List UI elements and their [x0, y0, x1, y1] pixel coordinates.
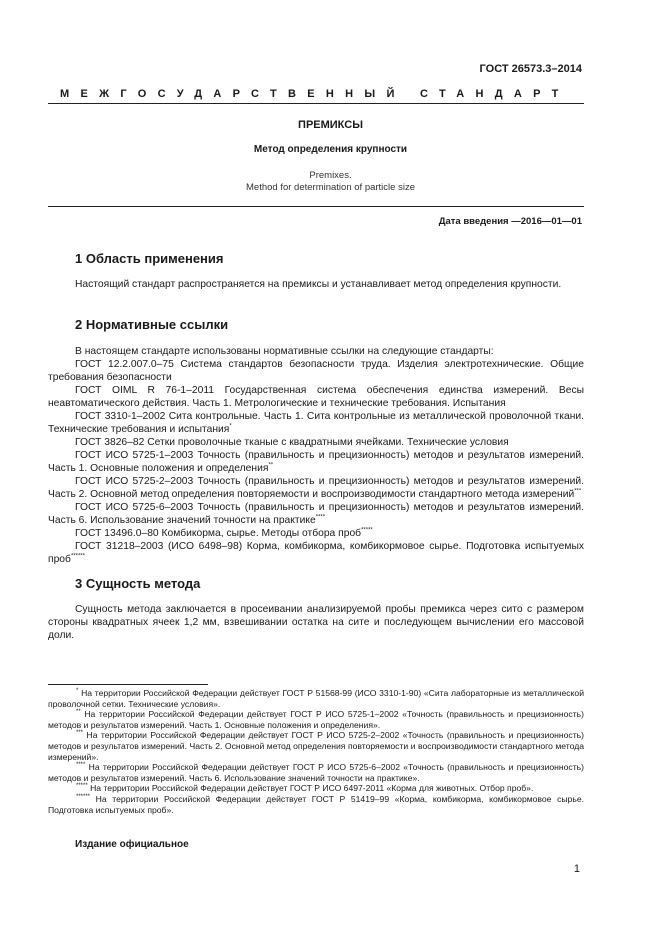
edition-label: Издание официальное [75, 839, 189, 850]
paragraph: Настоящий стандарт распространяется на премиксы и устанавливает метод определения крупности. [75, 279, 562, 290]
footnote: ** На территории Российской Федерации действует ГОСТ Р ИСО 5725-1–2002 «Точность (правильность и прецизионность) методов и результатов измерений. Часть 1. Основные положения и определения». [48, 709, 584, 730]
reference-item: ГОСТ 3826–82 Сетки проволочные тканые с квадратными ячейками. Технические условия [75, 437, 509, 448]
page-number: 1 [573, 863, 580, 875]
reference-item: ГОСТ 12.2.007.0–75 Система стандартов безопасности труда. Изделия электротехнические. Общие требования безопасности [48, 359, 584, 383]
paragraph: Сущность метода заключается в просеивании анализируемой пробы премикса через сито с размером стороны квадратных ячеек 1,2 мм, взвешивании остатка на сите и последующем вычислении его массовой доли. [48, 604, 584, 641]
header-rule [48, 103, 584, 104]
reference-item: ГОСТ OIML R 76-1–2011 Государственная система обеспечения единства измерений. Весы неавтоматического действия. Часть 1. Метрологические и технические требования. Испытания [48, 385, 584, 409]
section-3-heading: 3 Сущность метода [75, 576, 201, 591]
reference-item: ГОСТ 3310-1–2002 Сита контрольные. Часть 1. Сита контрольные из металлической проволочной ткани. Технические требования и испытания* [48, 411, 584, 435]
footnote: * На территории Российской Федерации действует ГОСТ Р 51568-99 (ИСО 3310-1-90) «Сита лабораторные из металлической проволочной сетки. Технические условия». [48, 688, 584, 709]
section-3-text [48, 603, 584, 642]
reference-item: ГОСТ 31218–2003 (ИСО 6498–98) Корма, комбикорма, комбикормовое сырье. Подготовка испытуемых проб****** [48, 541, 584, 565]
standard-number: ГОСТ 26573.3–2014 [479, 63, 582, 75]
reference-item: ГОСТ ИСО 5725-6–2003 Точность (правильность и прецизионность) методов и результатов измерений. Часть 6. Использование значений точности на практике**** [48, 502, 584, 526]
footnote: **** На территории Российской Федерации действует ГОСТ Р ИСО 5725-6–2002 «Точность (правильность и прецизионность) методов и результатов измерений. Часть 6. Использование значений точности на практике». [48, 762, 584, 783]
footnote: ****** На территории Российской Федерации действует ГОСТ Р 51419–99 «Корма, комбикорма, комбикормовое сырье. Подготовка испытуемых проб». [48, 793, 584, 815]
document-subtitle: Метод определения крупности [253, 144, 408, 155]
reference-item: ГОСТ ИСО 5725-1–2003 Точность (правильность и прецизионность) методов и результатов измерений. Часть 1. Основные положения и определения** [48, 450, 584, 474]
english-title-line-2: Method for determination of particle size [246, 181, 415, 193]
introduction-date: Дата введения —2016—01—01 [438, 216, 582, 227]
section-1-text [48, 278, 584, 291]
reference-item: В настоящем стандарте использованы нормативные ссылки на следующие стандарты: [75, 346, 494, 357]
footnotes [48, 688, 584, 815]
section-2-heading: 2 Нормативные ссылки [75, 317, 229, 332]
reference-item: ГОСТ 13496.0–80 Комбикорма, сырье. Методы отбора проб***** [75, 527, 373, 539]
section-2-references [48, 345, 584, 566]
title-rule [48, 206, 584, 207]
section-1-heading: 1 Область применения [75, 251, 224, 266]
footnote: ***** На территории Российской Федерации действует ГОСТ Р ИСО 6497-2011 «Корма для животных. Отбор проб». [76, 783, 534, 794]
standard-banner: МЕЖГОСУДАРСТВЕННЫЙ СТАНДАРТ [60, 88, 570, 100]
footnote-rule [48, 684, 208, 685]
english-title-line-1: Premixes. [309, 170, 352, 181]
reference-item: ГОСТ ИСО 5725-2–2003 Точность (правильность и прецизионность) методов и результатов измерений. Часть 2. Основной метод определения повторяемости и воспроизводимости стандартного метода измерений*** [48, 476, 584, 500]
footnote: *** На территории Российской Федерации действует ГОСТ Р ИСО 5725-2–2002 «Точность (правильность и прецизионность) методов и результатов измерений. Часть 2. Основной метод определения повторяемости и воспроизводимости стандартного метода измерений». [48, 730, 585, 762]
document-title: ПРЕМИКСЫ [298, 119, 363, 131]
english-title [0, 170, 661, 193]
